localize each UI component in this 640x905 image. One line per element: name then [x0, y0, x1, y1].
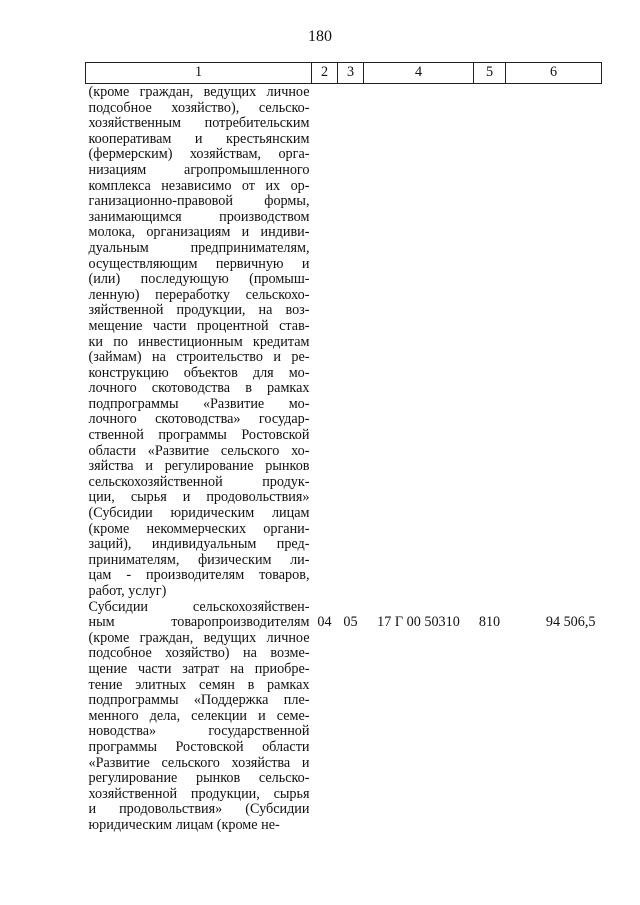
description-line: хозяйственным потребительским: [88, 115, 310, 132]
description-line: «Развитие сельского хозяйства и: [88, 754, 310, 771]
description-line: (фермерским) хозяйствам, орга-: [88, 146, 310, 163]
description-line: лочного скотоводства» государ-: [88, 411, 310, 428]
description-line: тение элитных семян в рамках: [88, 676, 310, 693]
description-line: и продовольствия» (Субсидии: [88, 801, 310, 818]
description-line: (займам) на строительство и ре-: [88, 349, 310, 366]
description-line: подсобное хозяйство), сельско-: [88, 99, 310, 116]
table-header-row: [86, 63, 602, 84]
description-line: мещение части процентной став-: [88, 317, 310, 334]
description-line: (кроме граждан, ведущих личное: [88, 84, 310, 100]
header-col-5: 5: [474, 63, 506, 84]
description-line: низациям агропромышленного: [88, 161, 310, 178]
description-line: подпрограммы «Развитие мо-: [88, 395, 310, 412]
table-row: [86, 84, 602, 600]
description-line: (или) последующую (промыш-: [88, 271, 310, 288]
description-line: подсобное хозяйство) на возме-: [88, 645, 310, 662]
description-line: цам - производителям товаров,: [88, 567, 310, 584]
row-subsection-code: [338, 84, 364, 600]
table-row: [86, 600, 602, 834]
description-line: регулирование рынков сельско-: [88, 770, 310, 787]
description-line: (Субсидии юридическим лицам: [88, 505, 310, 522]
description-line: хозяйственной продукции, сырья: [88, 785, 310, 802]
description-line: лочного скотоводства в рамках: [88, 380, 310, 397]
description-line: юридическим лицам (кроме не-: [88, 816, 280, 833]
header-col-2: 2: [312, 63, 338, 84]
description-line: ным товаропроизводителям: [88, 614, 310, 631]
description-line: менного дела, селекции и семе-: [88, 707, 310, 724]
description-line: молока, организациям и индиви-: [88, 224, 310, 241]
row-expense-type: 810: [478, 613, 501, 630]
description-line: ленную) переработку сельскохо-: [88, 286, 310, 303]
description-line: заций), индивидуальным пред-: [88, 536, 310, 553]
row-subsection-code: 05: [343, 613, 358, 630]
row-section-code: [312, 84, 338, 600]
header-col-4: 4: [364, 63, 474, 84]
description-line: зяйственной продукции, на воз-: [88, 302, 310, 319]
row-expense-type: [474, 84, 506, 600]
header-col-6: 6: [506, 63, 602, 84]
description-line: осуществляющим первичную и: [88, 255, 310, 272]
description-line: ции, сырья и продовольствия»: [88, 489, 310, 506]
budget-table: [85, 62, 602, 834]
description-line: принимателям, физическим ли-: [88, 551, 310, 568]
description-line: дуальным предпринимателям,: [88, 239, 310, 256]
row-description: [86, 84, 312, 600]
description-line: занимающимся производством: [88, 208, 310, 225]
row-section-code: 04: [317, 613, 332, 630]
header-col-3: 3: [338, 63, 364, 84]
description-line: подпрограммы «Поддержка пле-: [88, 692, 310, 709]
description-line: новодства» государственной: [88, 723, 310, 740]
description-line: ки по инвестиционным кредитам: [88, 333, 310, 350]
row-amount: 94 506,5: [545, 613, 596, 630]
description-line: области «Развитие сельского хо-: [88, 442, 310, 459]
description-line: Субсидии сельскохозяйствен-: [88, 598, 310, 615]
row-target-article: [364, 84, 474, 600]
description-line: ганизационно-правовой формы,: [88, 193, 310, 210]
row-target-article: 17 Г 00 50310: [377, 613, 460, 630]
row-description: [86, 600, 312, 834]
description-line: (кроме граждан, ведущих личное: [88, 629, 310, 646]
description-line: конструкцию объектов для мо-: [88, 364, 310, 381]
header-col-1: 1: [86, 63, 312, 84]
description-line: (кроме некоммерческих органи-: [88, 520, 310, 537]
description-line: кооперативам и крестьянским: [88, 130, 310, 147]
row-amount: [506, 84, 602, 600]
description-line: сельскохозяйственной продук-: [88, 473, 310, 490]
description-line: работ, услуг): [88, 583, 167, 599]
description-line: комплекса независимо от их ор-: [88, 177, 310, 194]
description-line: щение части затрат на приобре-: [88, 660, 310, 677]
page-number: 180: [308, 28, 332, 45]
description-line: программы Ростовской области: [88, 738, 310, 755]
description-line: зяйства и регулирование рынков: [88, 458, 310, 475]
description-line: ственной программы Ростовской: [88, 427, 310, 444]
